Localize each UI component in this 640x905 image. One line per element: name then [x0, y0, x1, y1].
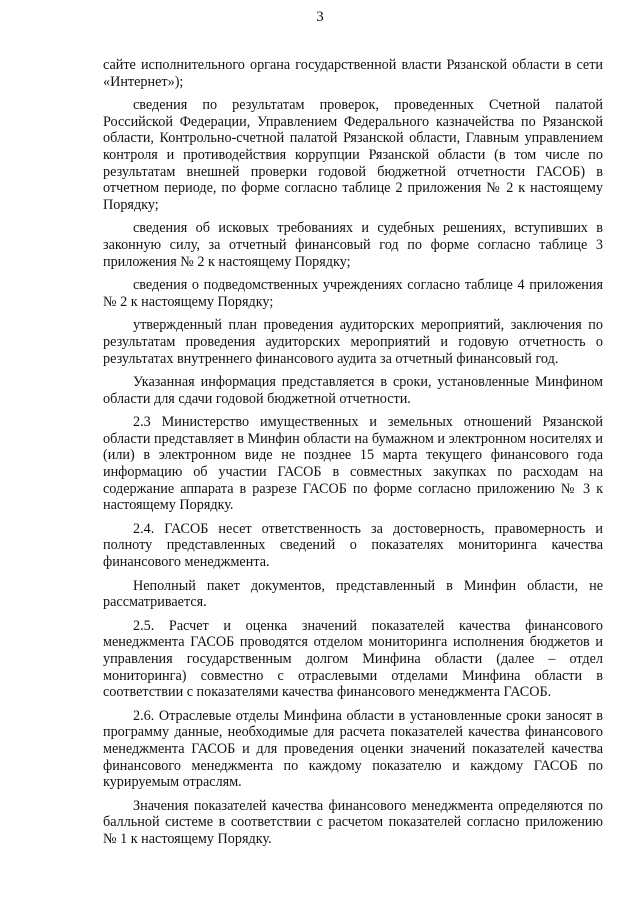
paragraph-section-2-5: 2.5. Расчет и оценка значений показателей качества финансового менеджмента ГАСОБ проводятся отделом мониторинга исполнения бюджетов и управления государственным долгом Минфина области (далее – отдел мониторинга) совместно с отраслевыми отделами Минфина области в соответствии с показателями качества финансового менеджмента ГАСОБ. [103, 617, 603, 701]
paragraph-incomplete-package: Неполный пакет документов, представленный в Минфин области, не рассматривается. [103, 577, 603, 611]
page-number: 3 [316, 9, 324, 25]
paragraph-section-2-4: 2.4. ГАСОБ несет ответственность за достоверность, правомерность и полноту представленных сведений о показателях мониторинга качества финансового менеджмента. [103, 520, 603, 571]
paragraph-internet-site: сайте исполнительного органа государственной власти Рязанской области в сети «Интернет»); [103, 57, 603, 90]
paragraph-section-2-6: 2.6. Отраслевые отделы Минфина области в установленные сроки заносят в программу данные, необходимые для расчета показателей качества финансового менеджмента ГАСОБ и для проведения оценки значений показателей качества финансового менеджмента по каждому показателю и каждому ГАСОБ по курируемым отраслям. [103, 707, 603, 791]
document-body [103, 57, 603, 855]
paragraph-section-2-3: 2.3 Министерство имущественных и земельных отношений Рязанской области представляет в Минфин области на бумажном и электронном носителях и (или) в электронном виде не позднее 15 марта текущего финансового года информацию об участии ГАСОБ в совместных закупках по расходам на содержание аппарата в разрезе ГАСОБ по форме согласно приложению № 3 к настоящему Порядку. [103, 414, 603, 514]
paragraph-court-claims: сведения об исковых требованиях и судебных решениях, вступивших в законную силу, за отчетный финансовый год по форме согласно таблице 3 приложения № 2 к настоящему Порядку; [103, 220, 603, 270]
paragraph-audit-results: сведения по результатам проверок, проведенных Счетной палатой Российской Федерации, Управлением Федерального казначейства по Рязанской области, Контрольно-счетной палатой Рязанской области, Главным управлением контроля и противодействия коррупции Рязанской области (в том числе по результатам внешней проверки годовой бюджетной отчетности ГАСОБ) в отчетном периоде, по форме согласно таблице 2 приложения № 2 к настоящему Порядку; [103, 97, 603, 213]
paragraph-audit-plan: утвержденный план проведения аудиторских мероприятий, заключения по результатам проведения аудиторских мероприятий и годовую отчетность о результатах внутреннего финансового аудита за отчетный финансовый год. [103, 317, 603, 367]
paragraph-subordinate-institutions: сведения о подведомственных учреждениях согласно таблице 4 приложения № 2 к настоящему Порядку; [103, 277, 603, 310]
paragraph-submission-terms: Указанная информация представляется в сроки, установленные Минфином области для сдачи годовой бюджетной отчетности. [103, 374, 603, 407]
paragraph-scoring-system: Значения показателей качества финансового менеджмента определяются по балльной системе в соответствии с расчетом показателей согласно приложению № 1 к настоящему Порядку. [103, 797, 603, 847]
